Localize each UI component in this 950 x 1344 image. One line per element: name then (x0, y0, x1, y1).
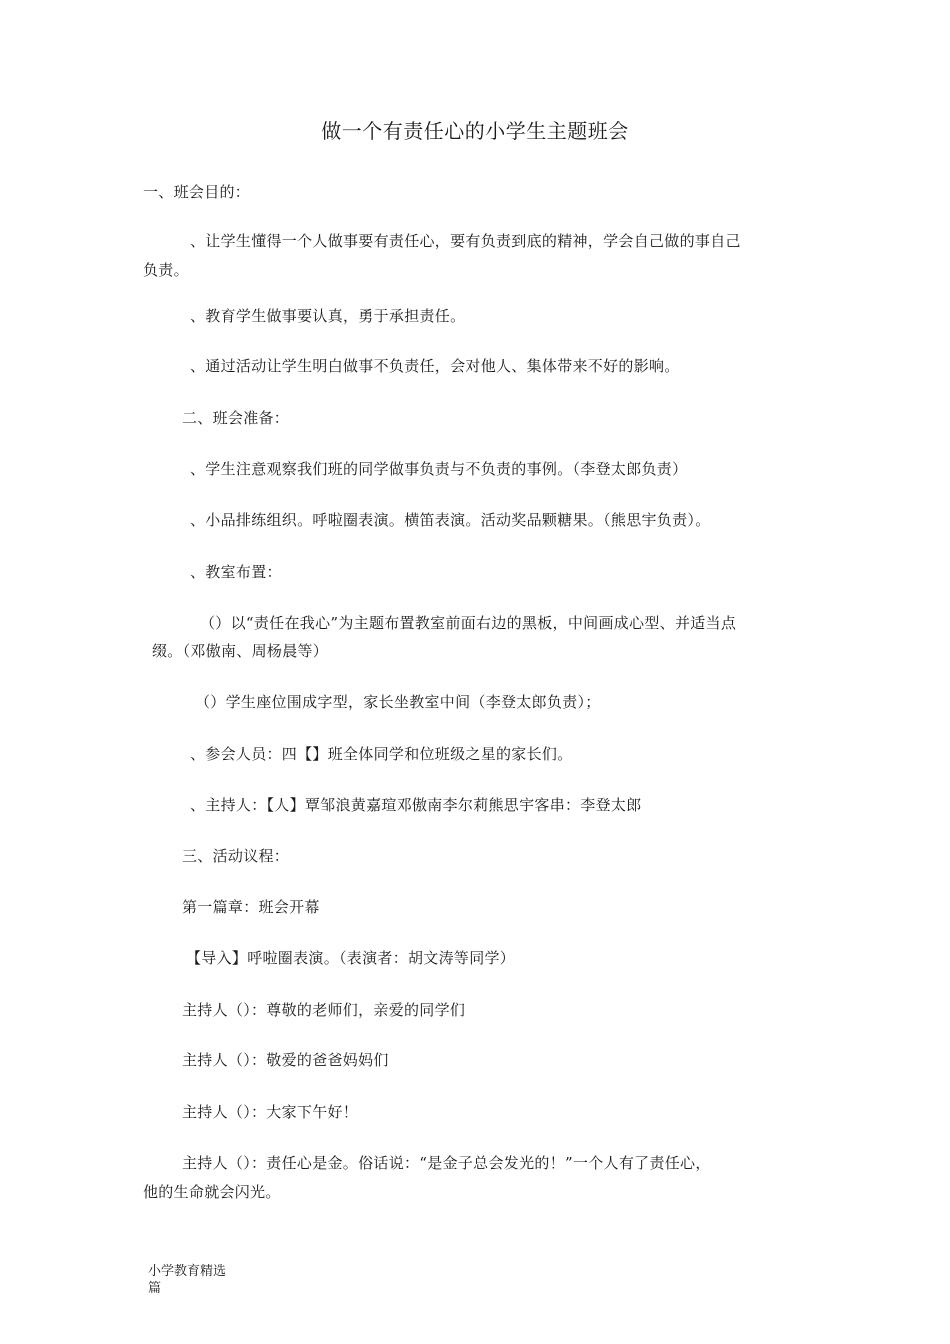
paragraph-line: 【导入】呼啦圈表演。（表演者：胡文涛等同学） (186, 949, 516, 967)
paragraph-line: 、教育学生做事要认真，勇于承担责任。 (190, 307, 466, 325)
paragraph-line: 、参会人员：四【】班全体同学和位班级之星的家长们。 (190, 745, 573, 763)
footer-label: 篇 (148, 1281, 162, 1296)
paragraph-line: 、教室布置： (190, 563, 282, 581)
paragraph-line: 、主持人：【人】覃邹浪黄嘉瑄邓傲南李尔莉熊思宇客串：李登太郎 (190, 796, 642, 814)
host-line: 主持人（）：责任心是金。俗话说：“是金子总会发光的！”一个人有了责任心， (182, 1154, 711, 1172)
paragraph-line: 、小品排练组织。呼啦圈表演。横笛表演。活动奖品颗糖果。（熊思宇负责）。 (190, 511, 711, 529)
paragraph-line: 他的生命就会闪光。 (143, 1183, 281, 1201)
host-line: 主持人（）：敬爱的爸爸妈妈们 (182, 1051, 389, 1069)
paragraph-line: 、让学生懂得一个人做事要有责任心，要有负责到底的精神，学会自己做的事自己 (190, 232, 741, 250)
host-line: 主持人（）：尊敬的老师们，亲爱的同学们 (182, 1001, 466, 1019)
section-heading-agenda: 三、活动议程： (182, 847, 290, 865)
paragraph-line: 缀。（邓傲南、周杨晨等） (152, 642, 329, 660)
paragraph-line: （）学生座位围成字型，家长坐教室中间（李登太郎负责）； (195, 693, 601, 711)
paragraph-line: 负责。 (143, 261, 189, 279)
footer-label: 小学教育精选 (148, 1264, 227, 1279)
section-heading-preparation: 二、班会准备： (182, 409, 290, 427)
chapter-heading: 第一篇章：班会开幕 (182, 898, 320, 916)
paragraph-line: 、学生注意观察我们班的同学做事负责与不负责的事例。（李登太郎负责） (190, 460, 688, 478)
document-title: 做一个有责任心的小学生主题班会 (321, 119, 629, 143)
paragraph-line: 、通过活动让学生明白做事不负责任，会对他人、集体带来不好的影响。 (190, 357, 680, 375)
paragraph-line: （）以“责任在我心”为主题布置教室前面右边的黑板，中间画成心型、并适当点 (200, 614, 737, 632)
section-heading-purpose: 一、班会目的： (143, 183, 251, 201)
host-line: 主持人（）：大家下午好！ (182, 1103, 359, 1121)
